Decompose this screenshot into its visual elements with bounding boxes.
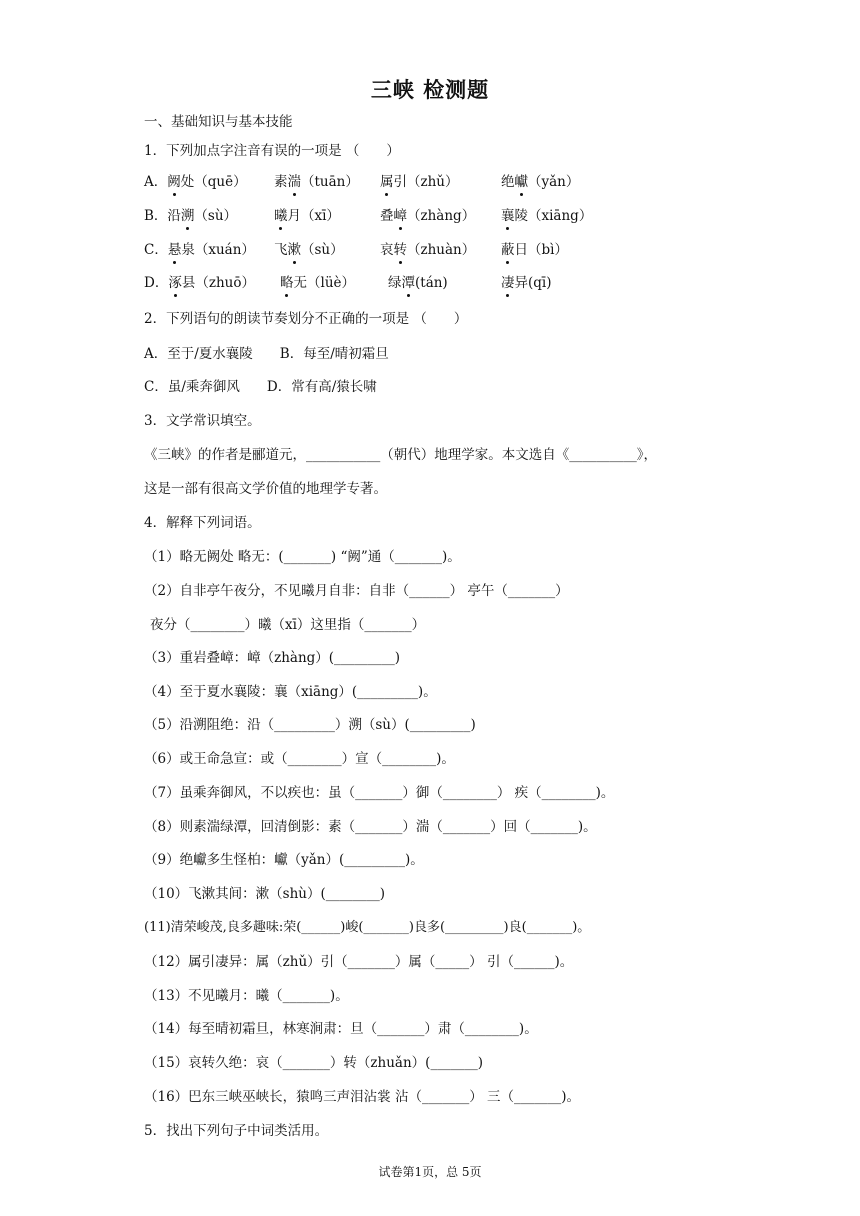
question-1-option-c (144, 241, 744, 259)
emphasis-dot-char: 襄 (501, 208, 515, 224)
question-4-stem: 4．解释下列词语。 (144, 515, 261, 531)
question-4-item: （6）或王命急宣：或（________）宣（________)。 (144, 751, 455, 767)
option-cell: 绝巘（yǎn） (501, 174, 580, 190)
question-2-options-cd: C．虽/乘奔御风 D．常有高/猿长啸 (144, 379, 377, 395)
option-cell: 曦月（xī） (274, 208, 340, 224)
page-title: 三峡 检测题 (370, 78, 490, 102)
emphasis-dot-char: 曦 (274, 208, 288, 224)
option-cell: 绿潭(tán) (388, 275, 448, 291)
question-4-item: （15）哀转久绝：哀（_______）转（zhuǎn）(_______) (144, 1055, 483, 1071)
option-cell: D．涿县（zhuō） (144, 275, 255, 291)
question-4-item: （3）重岩叠嶂：嶂（zhàng）(_________) (144, 650, 401, 666)
question-4-item: （1）略无阙处 略无：(_______) “阙”通（_______)。 (144, 549, 461, 565)
question-4-item: （5）沿溯阻绝：沿（_________）溯（sù）(_________) (144, 717, 476, 733)
emphasis-dot-char: 凄 (501, 275, 515, 291)
question-4-item: （13）不见曦月：曦（_______)。 (144, 988, 349, 1004)
question-4-item: （4）至于夏水襄陵：襄（xiāng）(_________)。 (144, 684, 437, 700)
question-2-options-ab: A．至于/夏水襄陵 B．每至/晴初霜旦 (144, 346, 389, 362)
option-cell: 蔽日（bì） (501, 242, 568, 258)
question-1-option-b (144, 207, 744, 225)
emphasis-dot-char: 涿 (168, 275, 182, 291)
question-4-item: 夜分（________）曦（xī）这里指（_______） (150, 617, 426, 633)
question-4-item: （14）每至晴初霜旦，林寒涧肃：旦（_______）肃（________)。 (144, 1021, 538, 1037)
emphasis-dot-char: 湍 (287, 174, 301, 190)
emphasis-dot-char: 潭 (401, 275, 415, 291)
question-1-stem: 1．下列加点字注音有误的一项是 （ ） (144, 143, 400, 159)
option-cell: C．悬泉（xuán） (144, 242, 255, 258)
emphasis-dot-char: 阙 (167, 174, 181, 190)
question-4-item: （10）飞漱其间：漱（shù）(________) (144, 886, 386, 902)
option-cell: 襄陵（xiāng） (501, 208, 593, 224)
question-4-item: （12）属引凄异：属（zhǔ）引（_______）属（_____） 引（______)。 (144, 954, 574, 970)
question-4-item: (11)清荣峻茂,良多趣味:荣(______)峻(_______)良多(_________)良(_______)。 (144, 920, 591, 935)
question-3-stem: 3．文学常识填空。 (144, 413, 261, 429)
emphasis-dot-char: 略 (280, 275, 294, 291)
question-4-item: （9）绝巘多生怪柏：巘（yǎn）(_________)。 (144, 852, 424, 868)
option-cell: A．阙处（quē） (144, 174, 247, 190)
emphasis-dot-char: 转 (393, 242, 407, 258)
emphasis-dot-char: 属 (380, 174, 394, 190)
option-cell: 略无（lüè） (280, 275, 356, 291)
page-footer: 试卷第1页，总 5页 (378, 1165, 482, 1179)
option-cell: 叠嶂（zhàng） (380, 208, 476, 224)
option-cell: 哀转（zhuàn） (380, 242, 476, 258)
question-2-stem: 2．下列语句的朗读节奏划分不正确的一项是 （ ） (144, 311, 468, 327)
emphasis-dot-char: 漱 (287, 242, 301, 258)
option-cell: B．沿溯（sù） (144, 208, 238, 224)
option-cell: 凄异(qī) (501, 275, 552, 291)
question-3-line-1: 《三峡》的作者是郦道元，___________（朝代）地理学家。本文选自《__________》， (144, 447, 657, 463)
section-heading: 一、基础知识与基本技能 (144, 114, 293, 130)
question-4-item: （8）则素湍绿潭，回清倒影：素（_______）湍（_______）回（_______)。 (144, 819, 597, 835)
option-cell: 飞漱（sù） (274, 242, 344, 258)
question-4-item: （7）虽乘奔御风，不以疾也：虽（_______）御（________） 疾（________)。 (144, 785, 615, 801)
question-4-item: （16）巴东三峡巫峡长，猿鸣三声泪沾裳 沾（_______） 三（_______)。 (144, 1089, 581, 1105)
emphasis-dot-char: 嶂 (393, 208, 407, 224)
emphasis-dot-char: 巘 (514, 174, 528, 190)
question-1-option-a (144, 173, 744, 191)
question-5-stem: 5．找出下列句子中词类活用。 (144, 1123, 329, 1139)
emphasis-dot-char: 悬 (167, 242, 182, 258)
question-4-item: （2）自非亭午夜分，不见曦月自非：自非（______） 亭午（_______） (144, 583, 569, 599)
option-cell: 素湍（tuān） (274, 174, 359, 190)
question-3-line-2: 这是一部有很高文学价值的地理学专著。 (144, 481, 387, 497)
question-1-option-d (144, 274, 744, 292)
emphasis-dot-char: 蔽 (501, 242, 515, 258)
option-cell: 属引（zhǔ） (380, 174, 459, 190)
emphasis-dot-char: 溯 (180, 208, 195, 224)
